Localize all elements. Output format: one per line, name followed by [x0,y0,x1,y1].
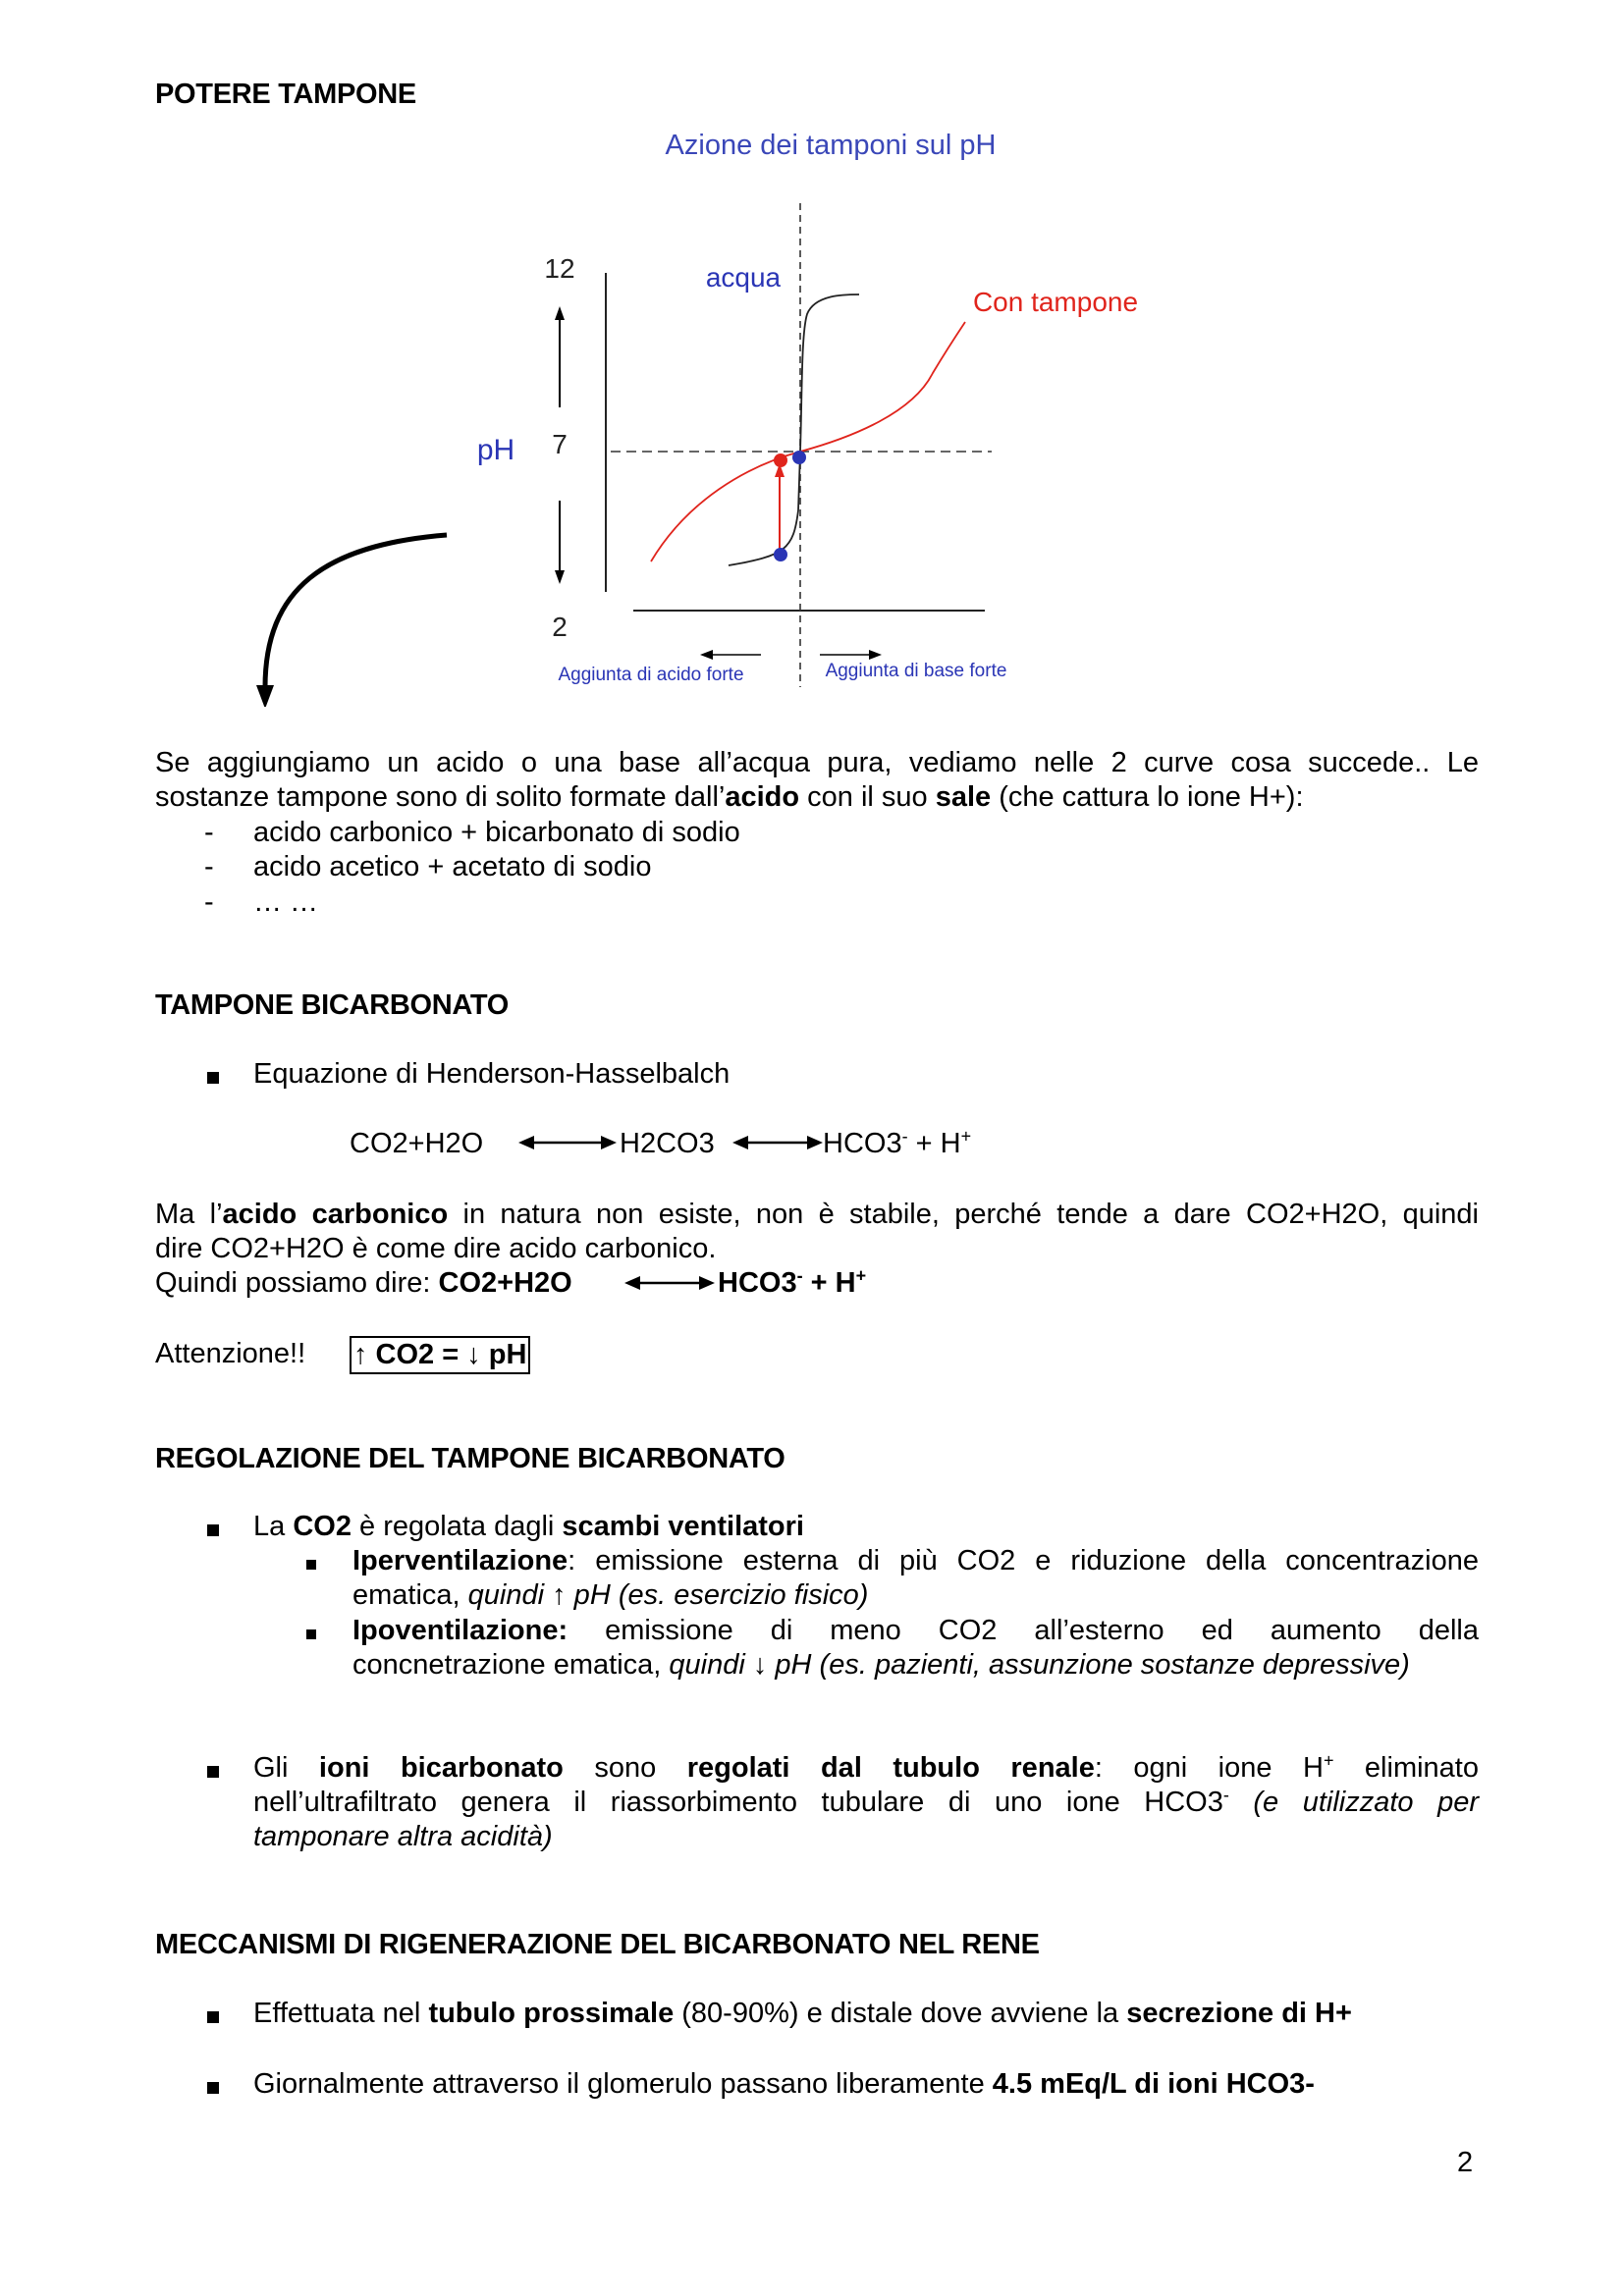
series-label-con-tampone: Con tampone [972,287,1139,317]
bullet-co2-regolata: La CO2 è regolata dagli scambi ventilatori [253,1511,804,1542]
attention-box: ↑ CO2 = ↓ pH [350,1336,530,1374]
x-label-base: Aggiunta di base forte [825,661,1007,681]
equilibrium-arrow-3 [624,1271,715,1295]
list-item: … … [253,886,319,918]
section-title-meccanismi: MECCANISMI DI RIGENERAZIONE DEL BICARBONATO NEL RENE [155,1929,1040,1960]
point-neutral-ph [792,451,806,464]
bullet-tubulo-prossimale: Effettuata nel tubulo prossimale (80-90%) e distale dove avviene la secrezione di H+ [253,1998,1352,2029]
bullet-glomerulo: Giornalmente attraverso il glomerulo passano liberamente 4.5 mEq/L di ioni HCO3- [253,2068,1315,2100]
quindi-hco3-h: HCO3- + H+ [718,1265,867,1299]
sub-bullet-marker [306,1629,316,1639]
equilibrium-arrow-2 [732,1131,823,1154]
buffer-ph-chart [0,0,1624,707]
ioni-bicarbonato-line-2: nell’ultrafiltrato genera il riassorbimento tubulare di uno ione HCO3- (e utilizzato per [253,1785,1480,1818]
carbonic-acid-line-1: Ma l’acido carbonico in natura non esiste, non è stabile, perché tende a dare CO2+H2O, quindi [155,1199,1480,1230]
equation-hco3-h: HCO3- + H+ [823,1126,972,1159]
x-label-acid: Aggiunta di acido forte [558,665,744,685]
attention-label: Attenzione!! [155,1338,306,1369]
section-title-regolazione: REGOLAZIONE DEL TAMPONE BICARBONATO [155,1443,785,1474]
carbonic-acid-line-2: dire CO2+H2O è come dire acido carbonico. [155,1233,717,1264]
y-axis-label: pH [476,434,515,466]
list-dash-2: - [204,851,214,882]
ph-down-arrowhead [555,570,565,584]
series-label-acqua: acqua [705,262,782,293]
page-number: 2 [1457,2147,1474,2178]
iperventilazione-line-1: Iperventilazione: emissione esterna di più CO2 e riduzione della concentrazione [352,1545,1479,1576]
bullet-henderson: Equazione di Henderson-Hasselbalch [253,1058,731,1090]
bullet-marker [207,1072,219,1084]
equation-h2co3: H2CO3 [620,1128,715,1159]
bullet-marker [207,2011,219,2023]
section-title-potere-tampone: POTERE TAMPONE [155,79,416,110]
chart-title: Azione dei tamponi sul pH [665,130,997,161]
series-acqua-curve [729,294,859,565]
list-dash-3: - [204,886,214,918]
acid-direction-arrowhead [700,650,713,660]
ipoventilazione-line-1: Ipoventilazione: emissione di meno CO2 all’esterno ed aumento della [352,1615,1479,1646]
equilibrium-arrow-1 [518,1131,617,1154]
list-item: acido carbonico + bicarbonato di sodio [253,817,740,848]
ioni-bicarbonato-line-1: Gli ioni bicarbonato sono regolati dal tubulo renale: ogni ione H+ eliminato [253,1750,1479,1784]
curved-pointer-arrowhead [256,685,274,707]
y-tick-12: 12 [544,253,575,284]
y-tick-2: 2 [552,612,568,642]
equation-co2-h2o: CO2+H2O [350,1128,484,1159]
point-acqua-acid [774,548,787,561]
section-title-tampone-bicarbonato: TAMPONE BICARBONATO [155,989,510,1021]
sub-bullet-marker [306,1560,316,1570]
y-tick-7: 7 [552,429,568,459]
list-dash-1: - [204,817,214,848]
ph-up-arrowhead [555,306,565,320]
ipoventilazione-line-2: concnetrazione ematica, quindi ↓ pH (es. pazienti, assunzione sostanze depressive) [352,1649,1410,1681]
quindi-line: Quindi possiamo dire: CO2+H2O [155,1267,572,1299]
series-con-tampone-curve [651,322,965,561]
bullet-marker [207,2082,219,2094]
bullet-marker [207,1766,219,1778]
iperventilazione-line-2: ematica, quindi ↑ pH (es. esercizio fisico) [352,1579,869,1611]
base-direction-arrowhead [869,650,882,660]
intro-line-1: Se aggiungiamo un acido o una base all’acqua pura, vediamo nelle 2 curve cosa succede.. Le [155,747,1479,778]
curved-pointer-arrow [265,535,447,687]
ioni-bicarbonato-line-3: tamponare altra acidità) [253,1821,553,1852]
point-tampone-ph [774,454,787,467]
intro-line-2: sostanze tampone sono di solito formate dall’acido con il suo sale (che cattura lo ione H+): [155,781,1304,813]
bullet-marker [207,1524,219,1536]
list-item: acido acetico + acetato di sodio [253,851,652,882]
